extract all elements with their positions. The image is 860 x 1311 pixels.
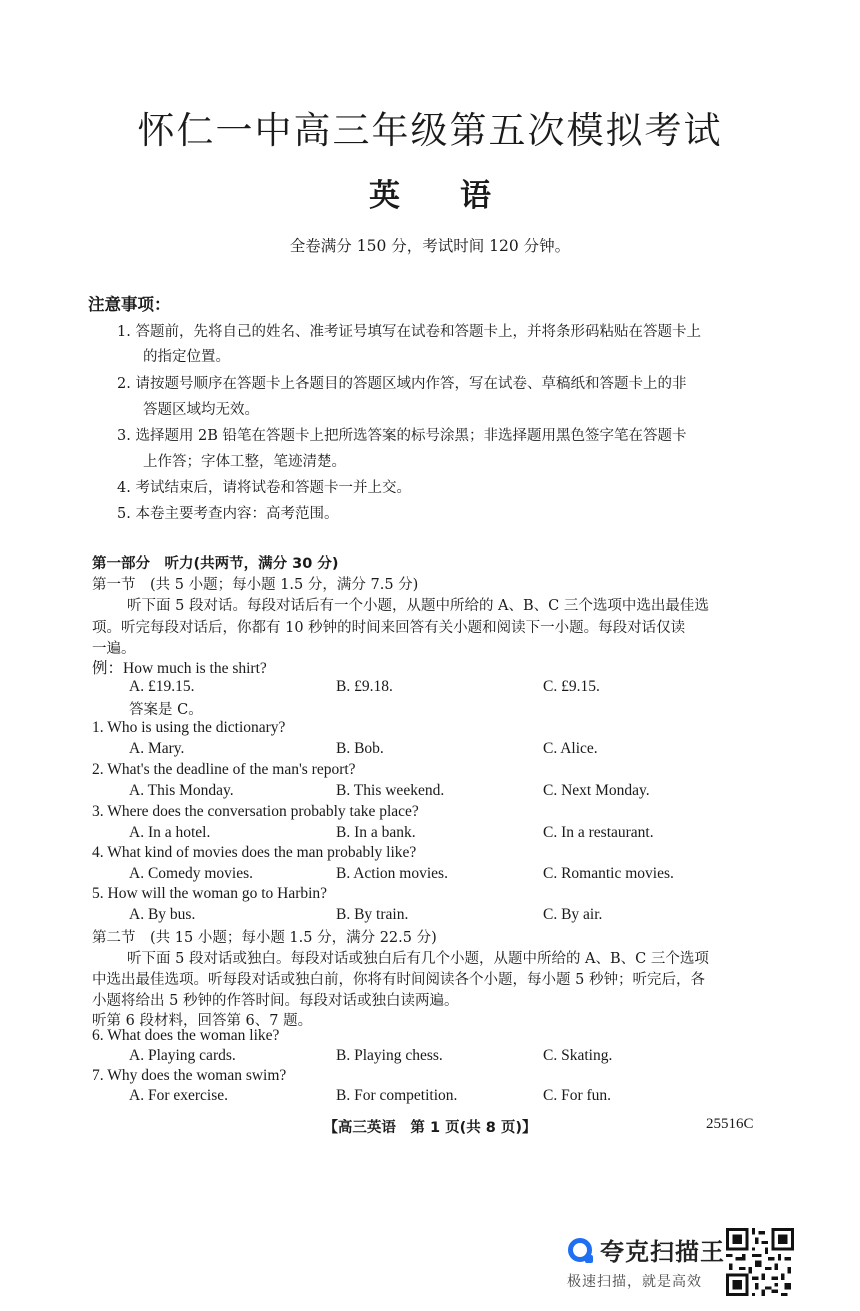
example-option-a: A. £19.15. xyxy=(129,678,195,695)
note-line: 1. 答题前，先将自己的姓名、准考证号填写在试卷和答题卡上，并将条形码粘贴在答题卡上 xyxy=(117,324,701,340)
watermark-slogan: 极速扫描，就是高效 xyxy=(567,1274,702,1290)
option-c: C. Next Monday. xyxy=(543,782,650,799)
option-b: B. Bob. xyxy=(336,740,384,757)
option-c: C. For fun. xyxy=(543,1087,612,1104)
note-line: 上作答；字体工整，笔迹清楚。 xyxy=(143,454,346,470)
question-text: 7. Why does the woman swim? xyxy=(92,1067,287,1084)
question-text: 6. What does the woman like? xyxy=(92,1027,280,1044)
option-a: A. For exercise. xyxy=(129,1087,228,1104)
option-a: A. In a hotel. xyxy=(129,824,211,841)
option-a: A. Mary. xyxy=(129,740,185,757)
question-text: 2. What's the deadline of the man's report? xyxy=(92,761,356,778)
option-a: A. This Monday. xyxy=(129,782,234,799)
exam-subject: 英语 xyxy=(369,178,551,214)
exam-meta: 全卷满分 150 分，考试时间 120 分钟。 xyxy=(289,237,571,255)
note-line: 的指定位置。 xyxy=(143,349,230,365)
question-text: 1. Who is using the dictionary? xyxy=(92,719,286,736)
question-text: 3. Where does the conversation probably take place? xyxy=(92,803,419,820)
note-line: 答题区域均无效。 xyxy=(143,402,259,418)
option-b: B. By train. xyxy=(336,906,409,923)
exam-title: 怀仁一中高三年级第五次模拟考试 xyxy=(137,109,723,152)
section1-instruction: 听下面 5 段对话。每段对话后有一个小题，从题中所给的 A、B、C 三个选项中选出最佳选 xyxy=(127,598,709,614)
option-b: B. This weekend. xyxy=(336,782,445,799)
section1-instruction: 一遍。 xyxy=(92,641,136,657)
qr-code-icon xyxy=(726,1228,794,1296)
section2-instruction: 听下面 5 段对话或独白。每段对话或独白后有几个小题，从题中所给的 A、B、C 三个选项 xyxy=(127,951,709,967)
section1-heading: 第一节 (共 5 小题；每小题 1.5 分，满分 7.5 分) xyxy=(92,577,419,593)
option-a: A. Comedy movies. xyxy=(129,865,253,882)
option-b: B. For competition. xyxy=(336,1087,458,1104)
example-question: 例：How much is the shirt? xyxy=(92,660,267,677)
example-option-b: B. £9.18. xyxy=(336,678,393,695)
option-b: B. Action movies. xyxy=(336,865,448,882)
exam-code: 25516C xyxy=(706,1116,754,1132)
part1-heading: 第一部分 听力(共两节，满分 30 分) xyxy=(92,556,339,572)
page-footer: 【高三英语 第 1 页(共 8 页)】 xyxy=(323,1120,537,1136)
option-c: C. Alice. xyxy=(543,740,598,757)
material-note: 听第 6 段材料，回答第 6、7 题。 xyxy=(92,1013,313,1029)
example-answer: 答案是 C。 xyxy=(129,702,203,718)
option-b: B. In a bank. xyxy=(336,824,416,841)
note-line: 5. 本卷主要考查内容：高考范围。 xyxy=(117,506,339,522)
section2-heading: 第二节 (共 15 小题；每小题 1.5 分，满分 22.5 分) xyxy=(92,930,437,946)
section2-instruction: 小题将给出 5 秒钟的作答时间。每段对话或独白读两遍。 xyxy=(92,993,459,1009)
option-a: A. By bus. xyxy=(129,906,196,923)
option-c: C. In a restaurant. xyxy=(543,824,654,841)
note-line: 3. 选择题用 2B 铅笔在答题卡上把所选答案的标号涂黑；非选择题用黑色签字笔在答题卡 xyxy=(117,428,687,444)
section2-instruction: 中选出最佳选项。听每段对话或独白前，你将有时间阅读各个小题，每小题 5 秒钟；听完后，各 xyxy=(92,972,705,988)
notes-title: 注意事项： xyxy=(88,295,171,314)
option-c: C. Romantic movies. xyxy=(543,865,674,882)
question-text: 5. How will the woman go to Harbin? xyxy=(92,885,328,902)
watermark-brand: 夸克扫描王 xyxy=(600,1238,725,1266)
quark-logo-icon xyxy=(568,1238,592,1262)
option-c: C. Skating. xyxy=(543,1047,613,1064)
note-line: 4. 考试结束后，请将试卷和答题卡一并上交。 xyxy=(117,480,411,496)
option-a: A. Playing cards. xyxy=(129,1047,236,1064)
option-c: C. By air. xyxy=(543,906,603,923)
option-b: B. Playing chess. xyxy=(336,1047,443,1064)
example-option-c: C. £9.15. xyxy=(543,678,600,695)
question-text: 4. What kind of movies does the man probably like? xyxy=(92,844,417,861)
note-line: 2. 请按题号顺序在答题卡上各题目的答题区域内作答，写在试卷、草稿纸和答题卡上的非 xyxy=(117,376,687,392)
section1-instruction: 项。听完每段对话后，你都有 10 秒钟的时间来回答有关小题和阅读下一小题。每段对话仅读 xyxy=(92,620,686,636)
